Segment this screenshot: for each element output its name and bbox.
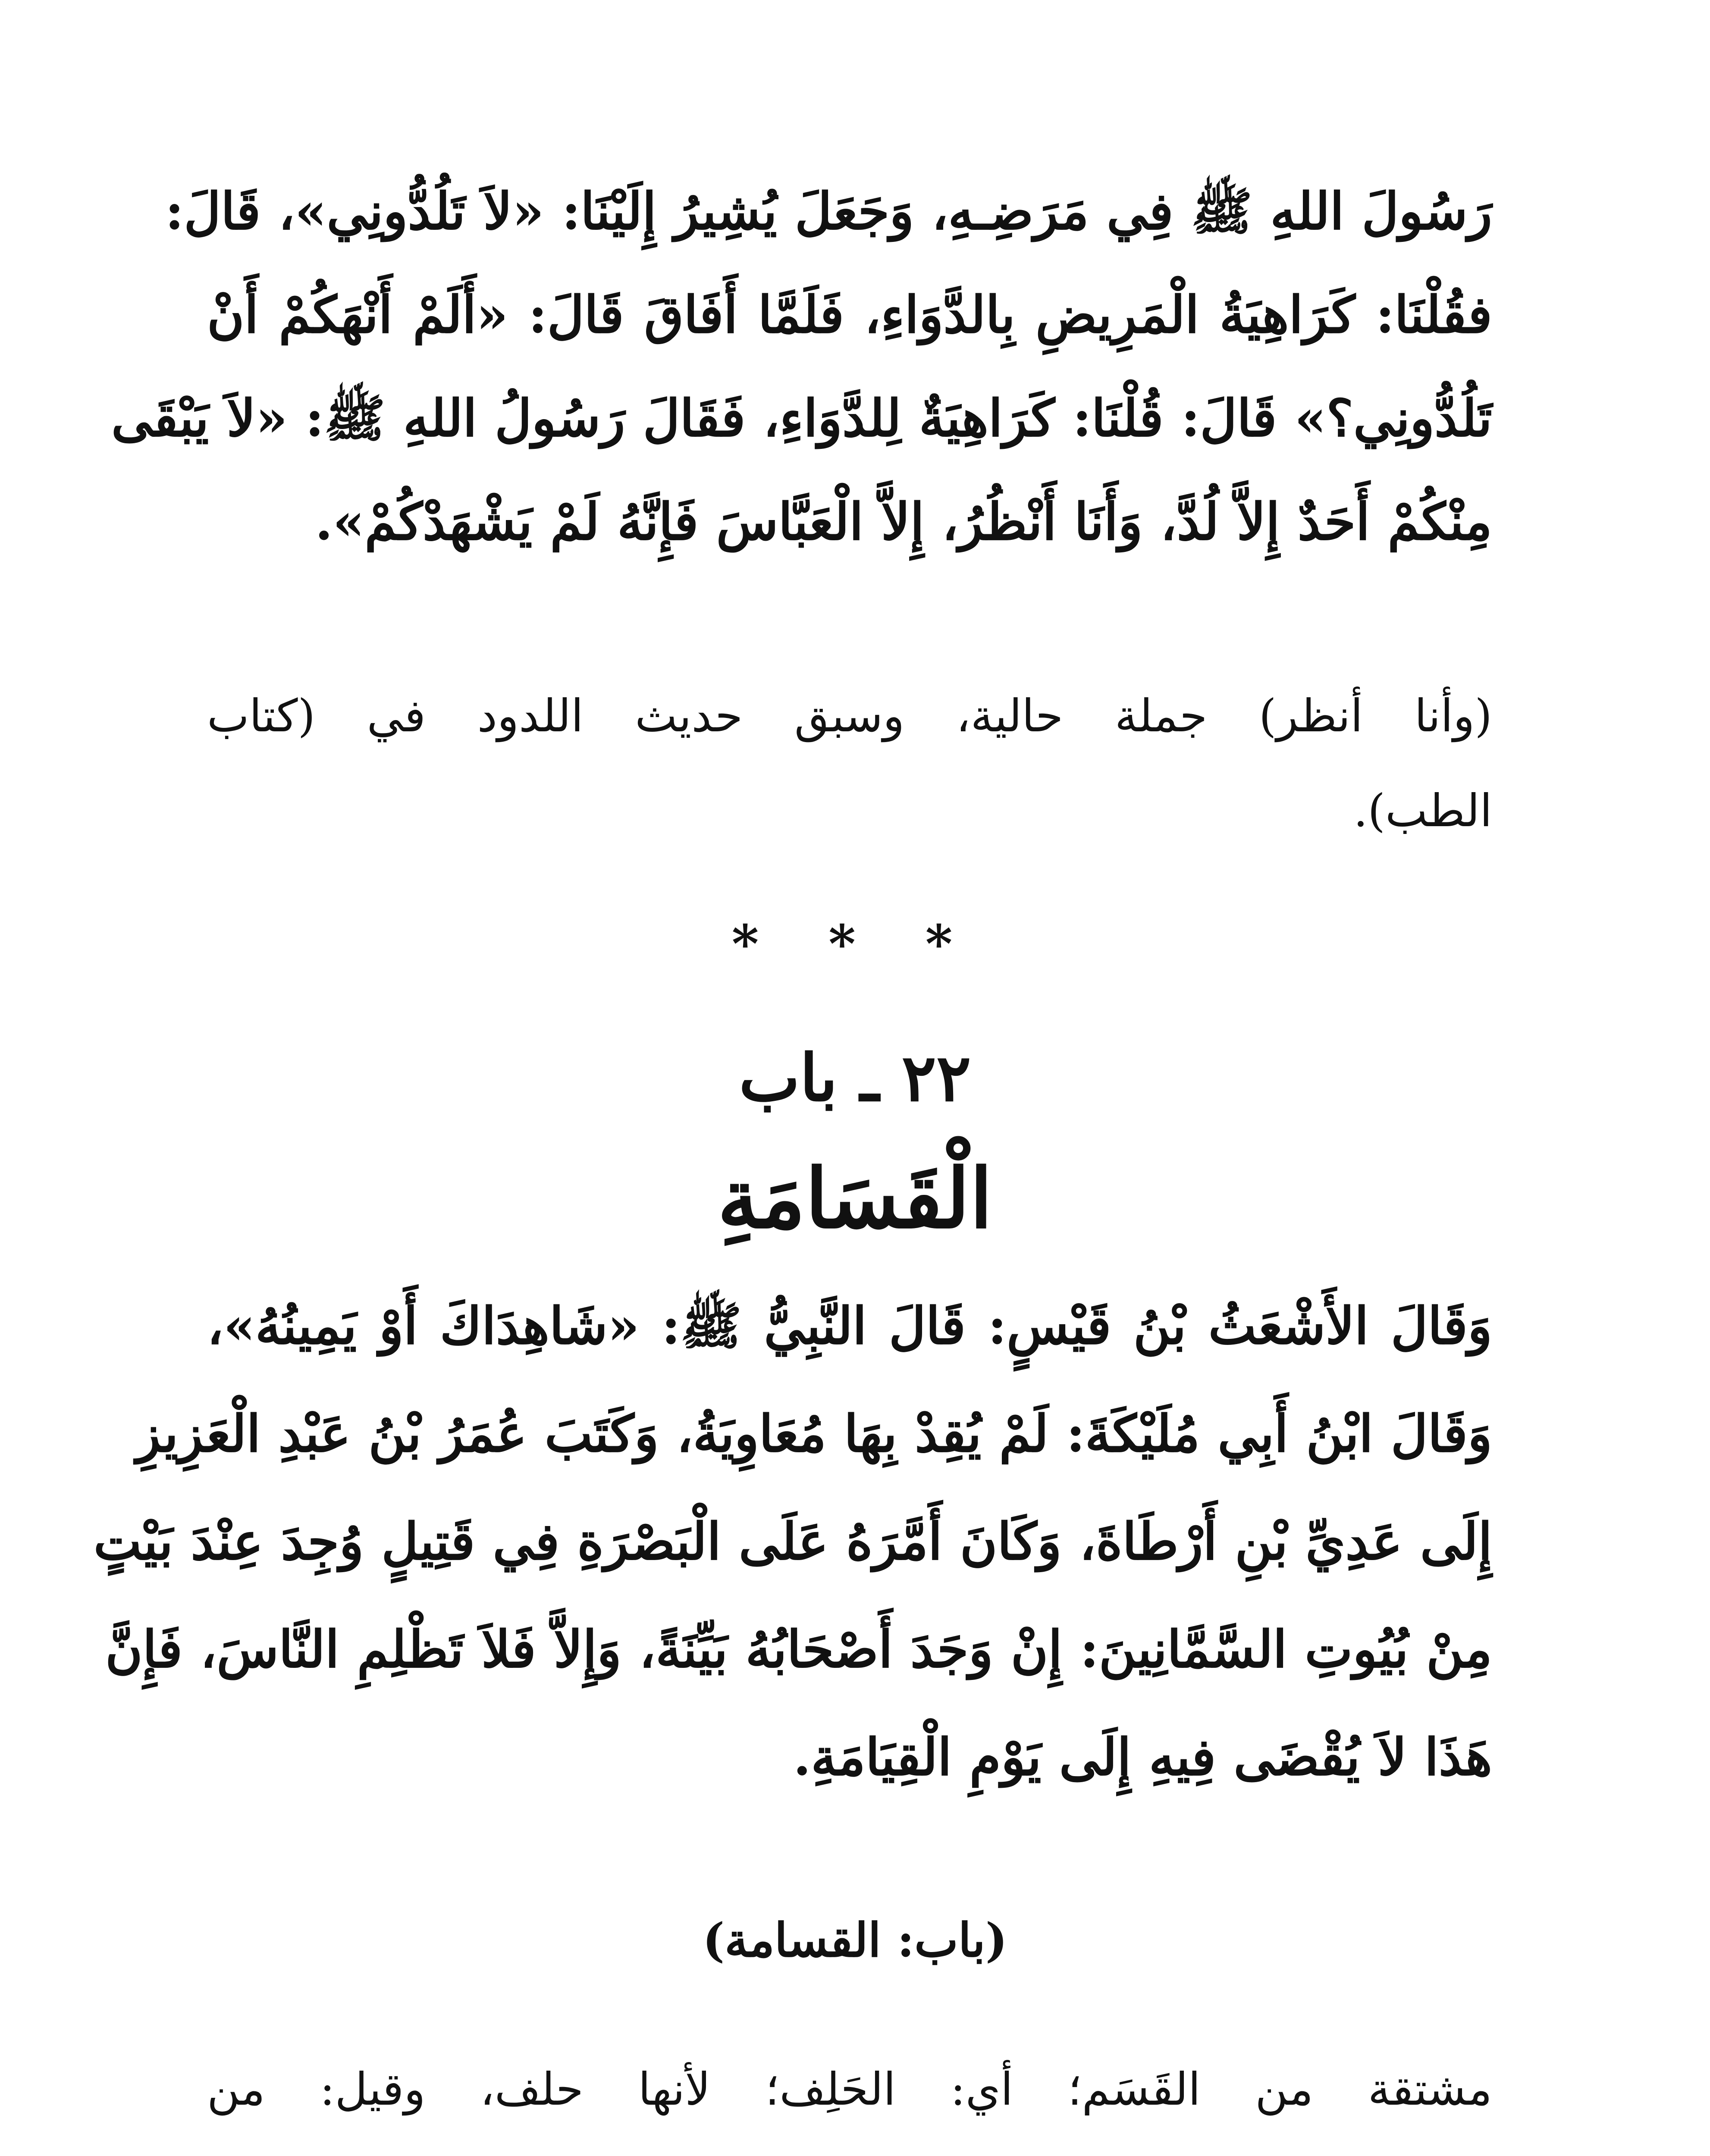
chapter-number: ٢٢ ـ باب (739, 1040, 971, 1116)
commentary-line: مشتقة من القَسَم؛ أي: الحَلِف؛ لأنها حلف، وقيل: من (207, 2063, 1492, 2115)
chapter-text-line: مِنْ بُيُوتِ السَّمَّانِينَ: إِنْ وَجَدَ أَصْحَابُهُ بَيِّنَةً، وَإِلاَّ فَلاَ تَظْلِمِ النَّاسَ، فَإِنَّ (105, 1619, 1492, 1679)
chapter-text-line: إِلَى عَدِيِّ بْنِ أَرْطَاةَ، وَكَانَ أَمَّرَهُ عَلَى الْبَصْرَةِ فِي قَتِيلٍ وُجِدَ عِنْدَ بَيْتٍ (94, 1511, 1492, 1571)
section-separator: * * * (731, 914, 979, 975)
hadith-line: فقُلْنَا: كَرَاهِيَةُ الْمَرِيضِ بِالدَّوَاءِ، فَلَمَّا أَفَاقَ قَالَ: «أَلَمْ أَنْهَكُمْ أَنْ (207, 285, 1492, 345)
hadith-continuation (111, 164, 1492, 638)
hadith-line: تَلُدُّونِي؟» قَالَ: قُلْنَا: كَرَاهِيَةٌ لِلدَّوَاءِ، فَقَالَ رَسُولُ اللهِ ﷺ: «لاَ يَبْقَى (111, 388, 1492, 448)
chapter-text-line: وَقَالَ الأَشْعَثُ بْنُ قَيْسٍ: قَالَ النَّبِيُّ ﷺ: «شَاهِدَاكَ أَوْ يَمِينُهُ»، (207, 1296, 1492, 1356)
chapter-text-line: وَقَالَ ابْنُ أَبِي مُلَيْكَةَ: لَمْ يُقِدْ بِهَا مُعَاوِيَةُ، وَكَتَبَ عُمَرُ بْنُ عَبْدِ الْعَزِيزِ (136, 1404, 1492, 1463)
commentary-paragraph-2 (207, 2044, 1492, 2156)
hadith-line: رَسُولَ اللهِ ﷺ فِي مَرَضِـهِ، وَجَعَلَ يُشِيرُ إِلَيْنَا: «لاَ تَلُدُّونِي»، قَالَ: (165, 181, 1492, 241)
commentary-line: الطب). (1353, 784, 1492, 837)
chapter-text (94, 1276, 1492, 1880)
hadith-line: مِنْكُمْ أَحَدٌ إِلاَّ لُدَّ، وَأَنَا أَنْظُرُ، إِلاَّ الْعَبَّاسَ فَإِنَّهُ لَمْ يَشْهَدْكُمْ». (315, 492, 1492, 552)
section-heading: (باب: القسامة) (703, 1913, 1007, 1968)
chapter-text-line: هَذَا لاَ يُقْضَى فِيهِ إِلَى يَوْمِ الْقِيَامَةِ. (793, 1727, 1492, 1787)
commentary-paragraph-1 (207, 673, 1492, 880)
commentary-line: (وأنا أنظر) جملة حالية، وسبق حديث اللدود في (كتاب (207, 689, 1492, 742)
commentary-line (207, 2139, 1492, 2156)
chapter-title: الْقَسَامَةِ (717, 1150, 993, 1247)
